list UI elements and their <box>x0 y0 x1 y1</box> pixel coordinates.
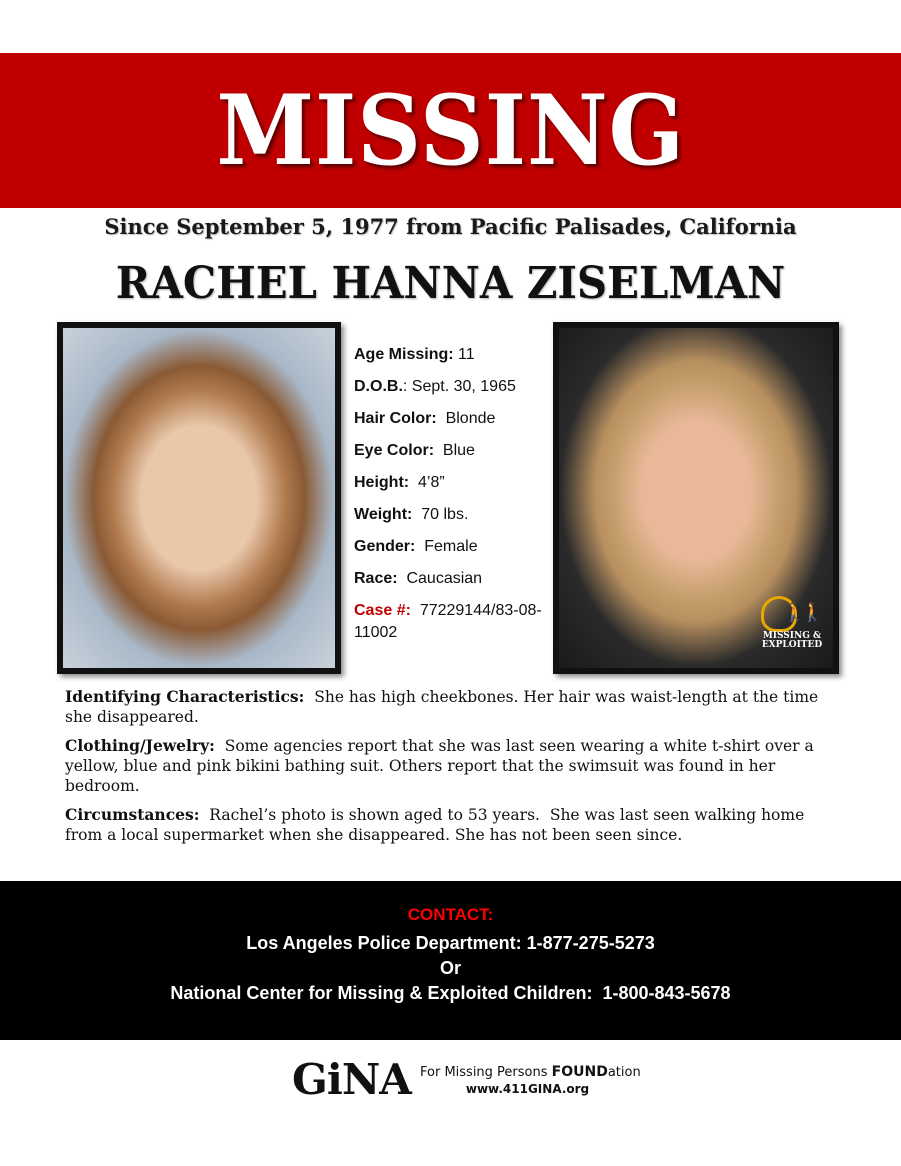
identifying-text: She has high cheekbones. Her hair was waist-length at the time she disappeared. <box>65 688 824 726</box>
detail-label: Gender: <box>354 538 416 555</box>
detail-label: Hair Color: <box>354 410 437 427</box>
detail-weight <box>354 504 544 536</box>
detail-value: : Sept. 30, 1965 <box>402 378 516 395</box>
ncmec-logo <box>757 596 827 660</box>
missing-banner <box>0 53 901 208</box>
contact-lapd: Los Angeles Police Department: 1-877-275-5273 <box>246 933 655 953</box>
gina-tagline <box>420 1064 641 1098</box>
childhood-photo <box>57 322 341 674</box>
detail-race <box>354 568 544 600</box>
detail-value: Blue <box>434 442 475 459</box>
gina-footer <box>292 1055 641 1104</box>
person-name: RACHEL HANNA ZISELMAN <box>115 258 786 309</box>
detail-height <box>354 472 544 504</box>
contact-or: Or <box>439 958 461 978</box>
clothing-text: Some agencies report that she was last seen wearing a white t-shirt over a yellow, blue and pink bikini bathing suit. Others report that the swimsuit was found in her bedroom. <box>65 737 819 795</box>
contact-section <box>0 881 901 1040</box>
ncmec-logo-line: EXPLOITED <box>761 640 823 650</box>
identifying-characteristics <box>65 687 845 727</box>
detail-value: Blonde <box>436 410 496 427</box>
circumstances-label: Circumstances: <box>65 805 200 824</box>
childhood-photo-image <box>63 328 335 668</box>
detail-label: Age Missing: <box>354 346 454 363</box>
detail-age-missing <box>354 344 544 376</box>
circumstances-text: Rachel’s photo is shown aged to 53 years. She was last seen walking home from a local supermarket when she disappeared. She has not been seen since. <box>65 806 810 844</box>
missing-since-line: Since September 5, 1977 from Pacific Palisades, California <box>104 214 797 239</box>
detail-label: Race: <box>354 570 398 587</box>
tagline-caps: FOUND <box>551 1064 608 1080</box>
clothing-jewelry <box>65 736 845 796</box>
detail-label: D.O.B. <box>354 378 403 395</box>
detail-dob <box>354 376 544 408</box>
detail-label: Eye Color: <box>354 442 435 459</box>
detail-case-number <box>354 600 544 644</box>
tagline-pre: For Missing Persons <box>420 1065 552 1080</box>
gina-logo: GiNA <box>292 1055 411 1104</box>
ncmec-logo-line: MISSING & <box>762 631 822 641</box>
detail-value: 11 <box>453 346 475 363</box>
contact-ncmec: National Center for Missing & Exploited Children: 1-800-843-5678 <box>170 983 731 1003</box>
detail-gender <box>354 536 544 568</box>
children-icon: 🚶🚶 <box>783 602 820 623</box>
contact-title: CONTACT: <box>407 905 494 924</box>
detail-value: Caucasian <box>397 570 483 587</box>
circumstances <box>65 805 845 845</box>
narrative-section <box>65 687 845 854</box>
detail-label: Height: <box>354 474 410 491</box>
details-list <box>354 344 544 644</box>
banner-title: MISSING <box>216 74 685 187</box>
age-progressed-photo-image <box>559 328 833 668</box>
ncmec-logo-text <box>757 632 827 650</box>
case-value: 77229144/83-08-11002 <box>354 602 542 641</box>
detail-label: Weight: <box>354 506 413 523</box>
clothing-label: Clothing/Jewelry: <box>65 736 215 755</box>
identifying-label: Identifying Characteristics: <box>65 687 305 706</box>
detail-value: 4’8” <box>409 474 445 491</box>
gina-url[interactable]: www.411GINA.org <box>465 1082 590 1096</box>
detail-value: Female <box>415 538 478 555</box>
detail-hair-color <box>354 408 544 440</box>
age-progressed-photo <box>553 322 839 674</box>
tagline-post: ation <box>607 1065 641 1080</box>
detail-value: 70 lbs. <box>412 506 469 523</box>
case-label: Case #: <box>354 602 411 619</box>
detail-eye-color <box>354 440 544 472</box>
